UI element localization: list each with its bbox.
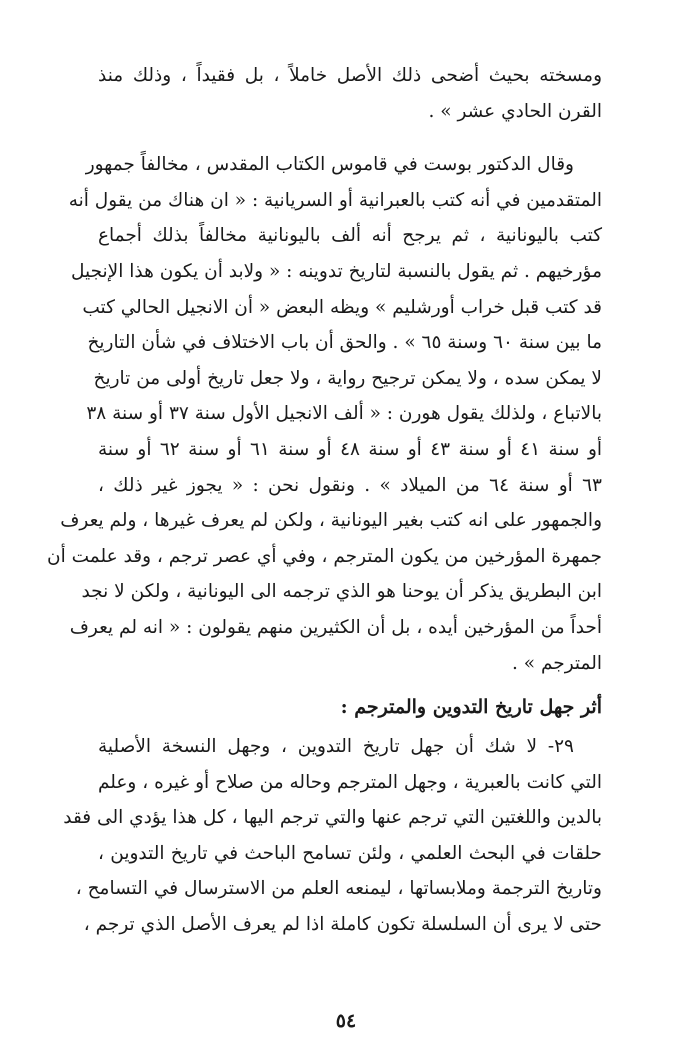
text-line: المترجم » . [512,652,602,674]
paragraph-post-dictionary [47,147,603,681]
text-line: ابن البطريق يذكر أن يوحنا هو الذي ترجمه الى اليونانية ، ولكن لا نجد [81,581,602,603]
text-line: التي كانت بالعبرية ، وجهل المترجم وحاله من صلاح أو غيره ، وعلم [97,771,602,793]
text-line: ما بين سنة ٦٠ وسنة ٦٥ » . والحق أن باب الاختلاف في شأن التاريخ [87,332,602,354]
section-heading: أثر جهل تاريخ التدوين والمترجم : [340,696,602,719]
text-line: مؤرخيهم . ثم يقول بالنسبة لتاريخ تدوينه : « ولابد أن يكون هذا الإنجيل [71,260,602,282]
paragraph-continuation [98,58,602,129]
text-line: حتى لا يرى أن السلسلة تكون كاملة اذا لم يعرف الأصل الذي ترجم ، [83,914,602,936]
text-line: وقال الدكتور بوست في قاموس الكتاب المقدس ، مخالفاً جمهور [85,154,574,176]
paragraph-section-29 [63,729,602,943]
page-number: ٥٤ [335,1010,357,1032]
text-line: القرن الحادي عشر » . [428,100,602,122]
text-line: ٦٣ أو سنة ٦٤ من الميلاد » . ونقول نحن : « يجوز غير ذلك ، [98,474,602,496]
text-line: حلقات في البحث العلمي ، ولئن تسامح الباحث في تاريخ التدوين ، [98,842,602,864]
text-line: ٢٩- لا شك أن جهل تاريخ التدوين ، وجهل النسخة الأصلية [98,736,574,758]
text-line: بالاتباع ، ولذلك يقول هورن : « ألف الانجيل الأول سنة ٣٧ أو سنة ٣٨ [86,403,602,425]
text-line: أحداً من المؤرخين أيده ، بل أن الكثيرين منهم يقولون : « انه لم يعرف [69,616,602,638]
document-page [47,58,603,943]
text-line: أو سنة ٤١ أو سنة ٤٣ أو سنة ٤٨ أو سنة ٦١ أو سنة ٦٢ أو سنة [98,438,603,460]
text-line: ومسخته بحيث أضحى ذلك الأصل خاملاً ، بل فقيداً ، وذلك منذ [98,65,602,86]
text-line: بالدين واللغتين التي ترجم عنها والتي ترجم اليها ، كل هذا يؤدي الى فقد [63,807,602,829]
text-line: لا يمكن سده ، ولا يمكن ترجيح رواية ، ولا جعل تاريخ أولى من تاريخ [93,367,602,389]
text-line: كتب باليونانية ، ثم يرجح أنه ألف باليونانية مخالفاً بذلك أجماع [98,225,602,247]
text-line: جمهرة المؤرخين من يكون المترجم ، وفي أي عصر ترجم ، وقد علمت أن [47,545,602,567]
text-line: وتاريخ الترجمة وملابساتها ، ليمنعه العلم من الاسترسال في التسامح ، [75,878,602,900]
text-line: المتقدمين في أنه كتب بالعبرانية أو السريانية : « ان هناك من يقول أنه [68,189,602,211]
text-line: قد كتب قبل خراب أورشليم » ويظه البعض « أن الانجيل الحالي كتب [82,296,602,318]
text-line: والجمهور على انه كتب بغير اليونانية ، ولكن لم يعرف غيرها ، ولم يعرف [60,510,602,532]
